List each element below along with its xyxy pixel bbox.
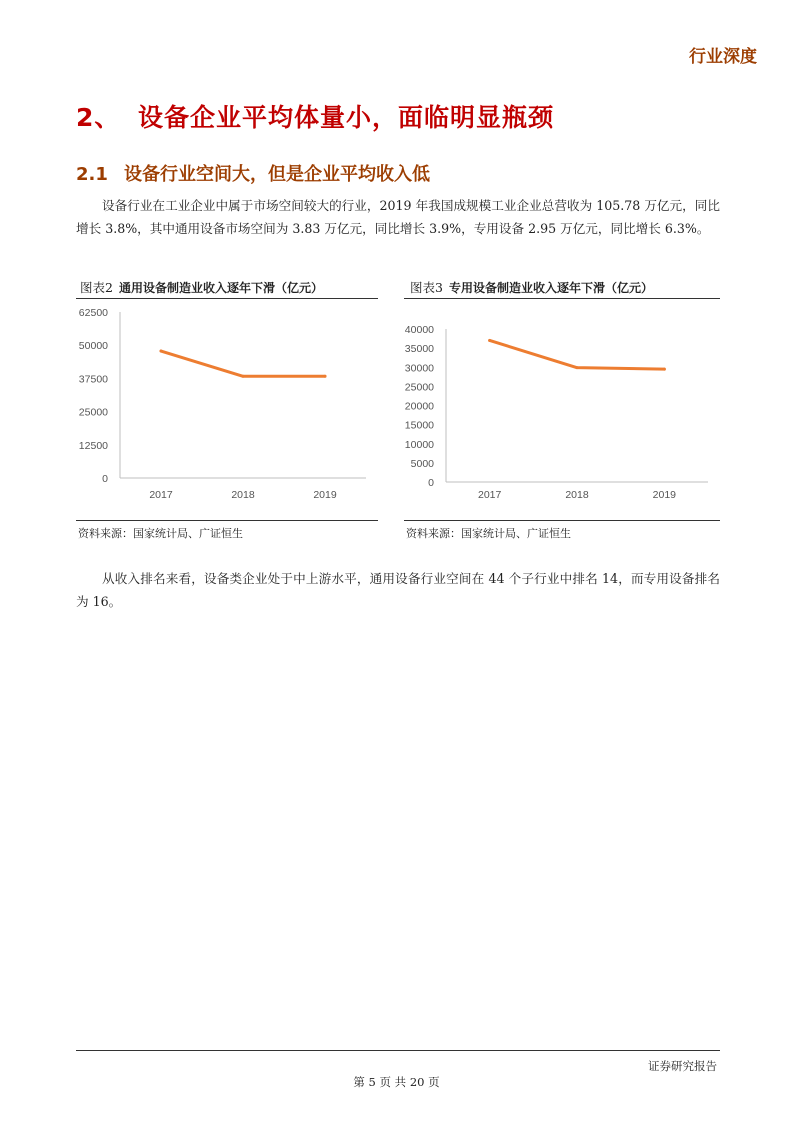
- data-point: [663, 368, 666, 371]
- y-tick-label: 40000: [404, 324, 434, 336]
- data-point: [488, 339, 491, 342]
- paragraph-intro: 设备行业在工业企业中属于市场空间较大的行业，2019 年我国成规模工业企业总营收为 105.78 万亿元，同比增长 3.8%，其中通用设备市场空间为 3.83 万亿元，同比增长 3.9%，专用设备 2.95 万亿元，同比增长 6.3%。: [76, 198, 720, 236]
- data-point: [160, 350, 163, 353]
- figure2-label: 图表2: [80, 280, 113, 295]
- x-tick-label: 2019: [652, 489, 677, 501]
- figure3-top-rule: [404, 298, 720, 299]
- subsection-heading: [76, 160, 430, 186]
- figure3-chart: [404, 302, 720, 514]
- figure2-caption: 通用设备制造业收入逐年下滑（亿元）: [118, 281, 323, 295]
- x-tick-label: 2019: [313, 489, 337, 501]
- y-tick-label: 5000: [410, 457, 434, 470]
- figure2-title: [80, 278, 323, 296]
- x-tick-label: 2018: [565, 489, 589, 501]
- y-tick-label: 35000: [404, 343, 434, 356]
- header-tag: 行业深度: [689, 47, 757, 67]
- y-tick-label: 12500: [78, 439, 108, 452]
- figure3-caption: 专用设备制造业收入逐年下滑（亿元）: [448, 281, 653, 295]
- subsection-number: 2.1: [76, 164, 108, 185]
- section-title: 设备企业平均体量小，面临明显瓶颈: [138, 103, 555, 132]
- data-point: [242, 375, 245, 378]
- data-point: [576, 366, 579, 369]
- y-tick-label: 30000: [404, 362, 434, 375]
- figure3-source: 资料来源：国家统计局、广证恒生: [406, 527, 571, 540]
- figure3-bottom-rule: [404, 520, 720, 521]
- page-number: 第 5 页 共 20 页: [353, 1075, 440, 1089]
- section-number: 2、: [76, 103, 121, 132]
- paragraph-ranking: 从收入排名来看，设备类企业处于中上游水平，通用设备行业空间在 44 个子行业中排名 14，而专用设备排名为 16。: [76, 571, 720, 609]
- figure2-bottom-rule: [76, 520, 378, 521]
- data-point: [324, 375, 327, 378]
- y-tick-label: 0: [102, 473, 108, 485]
- footer-report-type: 证券研究报告: [648, 1059, 717, 1073]
- footer-rule: [76, 1050, 720, 1051]
- figure3-title: [410, 278, 653, 296]
- series-line: [490, 340, 665, 369]
- y-tick-label: 62500: [78, 307, 108, 319]
- y-tick-label: 25000: [404, 381, 434, 394]
- section-heading: [76, 98, 554, 134]
- y-tick-label: 0: [428, 477, 434, 489]
- figure2-top-rule: [76, 298, 378, 299]
- y-tick-label: 50000: [78, 340, 108, 353]
- y-tick-label: 15000: [404, 419, 434, 432]
- subsection-title: 设备行业空间大，但是企业平均收入低: [124, 164, 430, 185]
- y-tick-label: 25000: [78, 406, 108, 419]
- x-tick-label: 2017: [149, 489, 173, 501]
- y-tick-label: 20000: [404, 400, 434, 413]
- x-tick-label: 2018: [231, 489, 255, 501]
- y-tick-label: 10000: [404, 438, 434, 451]
- figure2-source: 资料来源：国家统计局、广证恒生: [78, 527, 243, 540]
- series-line: [161, 351, 325, 376]
- x-tick-label: 2017: [477, 489, 502, 501]
- y-tick-label: 37500: [78, 373, 108, 386]
- figure3-label: 图表3: [410, 280, 443, 295]
- figure2-chart: [76, 302, 378, 514]
